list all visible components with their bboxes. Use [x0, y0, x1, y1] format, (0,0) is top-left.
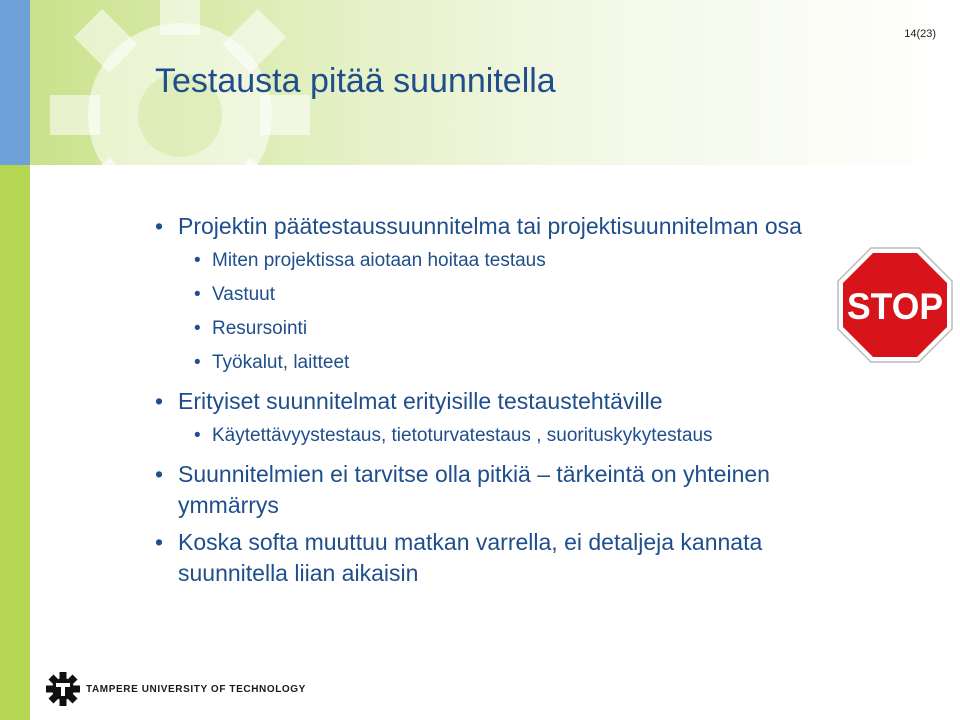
stop-sign-text: STOP	[847, 286, 943, 327]
bullet-item-4: • Koska softa muuttuu matkan varrella, ei detaljeja kannata suunnitella liian aikaisin	[152, 527, 872, 589]
left-blue-stripe	[0, 0, 30, 165]
sub-bullet-item: • Käytettävyystestaus, tietoturvatestaus , suorituskykytestaus	[192, 419, 872, 453]
sub-bullet-item: • Vastuut	[192, 278, 872, 312]
bullet-item-3: • Suunnitelmien ei tarvitse olla pitkiä – tärkeintä on yhteinen ymmärrys	[152, 459, 872, 521]
university-name: TAMPERE UNIVERSITY OF TECHNOLOGY	[86, 684, 306, 695]
left-green-stripe	[0, 165, 30, 720]
tut-gear-logo-icon	[46, 672, 80, 706]
sub-bullet-item: • Miten projektissa aiotaan hoitaa testaus	[192, 244, 872, 278]
page-number: 14(23)	[904, 28, 936, 40]
sub-bullet-item: • Työkalut, laitteet	[192, 346, 872, 380]
sub-bullet-item: • Resursointi	[192, 312, 872, 346]
bullet-item-1: • Projektin päätestaussuunnitelma tai projektisuunnitelman osa	[152, 211, 872, 242]
page-title: Testausta pitää suunnitella	[155, 62, 556, 100]
stop-sign-image	[836, 246, 954, 364]
bullet-list	[152, 211, 872, 589]
bullet-content	[152, 205, 872, 589]
bullet-item-2: • Erityiset suunnitelmat erityisille testaustehtäville	[152, 386, 872, 417]
